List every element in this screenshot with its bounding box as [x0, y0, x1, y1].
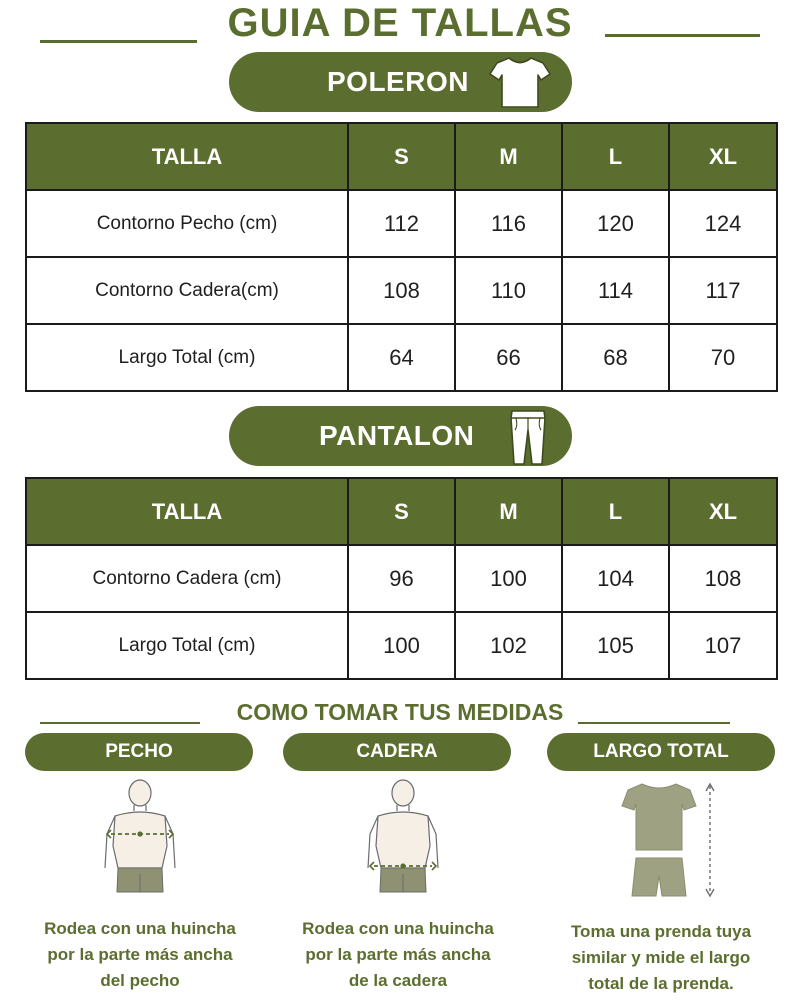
cell-value: 105 [562, 612, 669, 679]
table-row [26, 190, 777, 257]
table-row [26, 324, 777, 391]
caption-line: por la parte más ancha [47, 945, 233, 964]
pants-icon [507, 408, 549, 471]
row-label: Largo Total (cm) [26, 324, 348, 391]
header-xl: XL [669, 123, 777, 190]
row-label: Contorno Cadera (cm) [26, 545, 348, 612]
cell-value: 66 [455, 324, 562, 391]
cell-value: 107 [669, 612, 777, 679]
cell-value: 124 [669, 190, 777, 257]
chest-measure-figure [95, 776, 185, 903]
tshirt-icon [487, 54, 553, 115]
cell-value: 100 [455, 545, 562, 612]
caption-line: Rodea con una huincha [44, 919, 236, 938]
cell-value: 120 [562, 190, 669, 257]
header-talla: TALLA [26, 478, 348, 545]
table-header-row [26, 478, 777, 545]
cadera-caption [273, 916, 523, 994]
title-line-right [605, 34, 760, 37]
row-label: Largo Total (cm) [26, 612, 348, 679]
header-m: M [455, 123, 562, 190]
cell-value: 112 [348, 190, 455, 257]
header-xl: XL [669, 478, 777, 545]
cell-value: 102 [455, 612, 562, 679]
header-talla: TALLA [26, 123, 348, 190]
caption-line: Rodea con una huincha [302, 919, 494, 938]
caption-line: Toma una prenda tuya [570, 922, 752, 941]
caption-line: por la parte más ancha [305, 945, 491, 964]
pecho-pill: PECHO [25, 733, 253, 771]
table-row [26, 612, 777, 679]
cell-value: 116 [455, 190, 562, 257]
largo-total-pill: LARGO TOTAL [547, 733, 775, 771]
poleron-size-table [25, 122, 778, 392]
header-s: S [348, 478, 455, 545]
caption-line: total de la prenda. [588, 974, 734, 993]
caption-line: del pecho [100, 971, 180, 990]
cell-value: 70 [669, 324, 777, 391]
cell-value: 68 [562, 324, 669, 391]
length-measure-figure [620, 778, 730, 905]
caption-line: similar y mide el largo [571, 948, 751, 967]
pantalon-section-header [229, 406, 572, 466]
table-header-row [26, 123, 777, 190]
table-row [26, 257, 777, 324]
page-title: GUIA DE TALLAS [227, 1, 573, 45]
cell-value: 104 [562, 545, 669, 612]
header-l: L [562, 123, 669, 190]
howto-title: COMO TOMAR TUS MEDIDAS [236, 699, 564, 725]
largo-total-caption [536, 919, 786, 997]
cell-value: 117 [669, 257, 777, 324]
table-row [26, 545, 777, 612]
row-label: Contorno Cadera(cm) [26, 257, 348, 324]
header-m: M [455, 478, 562, 545]
cell-value: 108 [669, 545, 777, 612]
cadera-pill: CADERA [283, 733, 511, 771]
cell-value: 110 [455, 257, 562, 324]
row-label: Contorno Pecho (cm) [26, 190, 348, 257]
poleron-section-header [229, 52, 572, 112]
pantalon-label: PANTALON [319, 420, 475, 451]
cell-value: 96 [348, 545, 455, 612]
cell-value: 114 [562, 257, 669, 324]
pantalon-size-table [25, 477, 778, 680]
cell-value: 64 [348, 324, 455, 391]
caption-line: de la cadera [348, 971, 448, 990]
poleron-label: POLERON [327, 66, 469, 97]
hip-measure-figure [358, 776, 448, 903]
cell-value: 100 [348, 612, 455, 679]
header-s: S [348, 123, 455, 190]
howto-line-right [578, 722, 730, 724]
cell-value: 108 [348, 257, 455, 324]
pecho-caption [15, 916, 265, 994]
header-l: L [562, 478, 669, 545]
